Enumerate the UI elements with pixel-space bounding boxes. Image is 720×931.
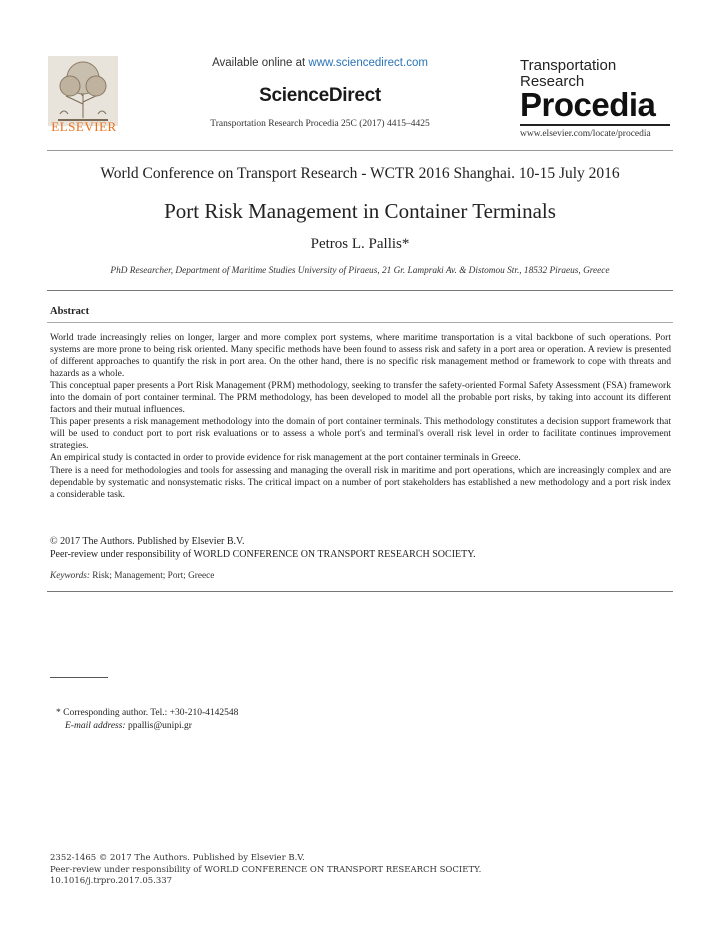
corresponding-author-note: * Corresponding author. Tel.: +30-210-4142548 [56, 708, 239, 718]
copyright-block [50, 535, 671, 561]
copyright-line: © 2017 The Authors. Published by Elsevier B.V. [50, 536, 245, 547]
abstract-paragraph: This paper presents a risk management methodology into the domain of port container terminals. This methodology constitutes a decision support framework that will be used to conduct port to port risk evaluations or to assess a whole port's and terminal's overall risk level in order to facilitate continues improvement strategies. [50, 416, 671, 452]
elsevier-wordmark: ELSEVIER [51, 119, 117, 134]
peer-review-line: Peer-review under responsibility of WORLD CONFERENCE ON TRANSPORT RESEARCH SOCIETY. [50, 549, 476, 560]
footnote [56, 707, 238, 733]
journal-url-link[interactable]: www.elsevier.com/locate/procedia [520, 129, 651, 139]
masthead-line-transportation: Transportation [520, 57, 617, 74]
abstract-divider [47, 322, 673, 323]
doi-link[interactable]: 10.1016/j.trpro.2017.05.337 [50, 876, 173, 886]
header-divider [47, 150, 673, 151]
email-line [56, 720, 238, 733]
sciencedirect-logo: ScienceDirect [259, 85, 381, 106]
paper-title: Port Risk Management in Container Terminals [164, 199, 556, 223]
footnote-rule [50, 677, 108, 678]
keywords [50, 571, 671, 581]
peer-review-footer: Peer-review under responsibility of WORLD CONFERENCE ON TRANSPORT RESEARCH SOCIETY. [50, 864, 482, 875]
author-affiliation: PhD Researcher, Department of Maritime Studies University of Piraeus, 21 Gr. Lampraki Av. & Distomou Str., 18532 Piraeus, Greece [110, 266, 610, 276]
available-online-prefix: Available online at [212, 57, 309, 69]
journal-masthead [520, 58, 670, 139]
keywords-label: Keywords: [50, 571, 90, 581]
keywords-value: Risk; Management; Port; Greece [92, 571, 215, 581]
abstract-body [50, 332, 671, 501]
author-name: Petros L. Pallis* [310, 236, 410, 252]
title-divider [47, 290, 673, 291]
abstract-paragraph: This conceptual paper presents a Port Risk Management (PRM) methodology, seeking to transfer the safety-oriented Formal Safety Assessment (FSA) framework into the domain of port container terminal. The PRM methodology, has been developed to model all the probable port risks, by taking into account its different factors and their mutual influences. [50, 380, 671, 416]
abstract-paragraph: There is a need for methodologies and tools for assessing and managing the overall risk in maritime and port operations, which are increasingly complex and are dependable by systematic and nonsystematic risks. The critical impact on a number of port stakeholders has established a new methodology and a port risk index a considerable task. [50, 464, 671, 500]
issn-line: 2352-1465 © 2017 The Authors. Published by Elsevier B.V. [50, 853, 305, 863]
conference-name: World Conference on Transport Research - WCTR 2016 Shanghai. 10-15 July 2016 [100, 165, 620, 182]
masthead-rule [520, 124, 670, 126]
email-label: E-mail address: [65, 721, 126, 731]
publication-info [50, 853, 481, 888]
abstract-heading: Abstract [50, 306, 90, 317]
email-address[interactable]: ppallis@unipi.gr [127, 721, 192, 731]
available-online-notice [200, 57, 440, 69]
journal-reference: Transportation Research Procedia 25C (2017) 4415–4425 [210, 119, 430, 129]
abstract-paragraph: An empirical study is contacted in order to provide evidence for risk management at the port container terminals in Greece. [50, 452, 521, 464]
keywords-divider [47, 591, 673, 592]
abstract-paragraph: World trade increasingly relies on longer, larger and more complex port systems, where maritime transportation is a vital backbone of such operations. Port systems are more prone to being risk oriented. Many specific methods have been found to assess risk and safety in a port area or operation. A review is presented of different approaches to quantify the risk in port area. On the other hand, there is no specific risk management method or framework to cope with threats and hazards as a whole. [50, 332, 671, 380]
masthead-procedia: Procedia [520, 86, 656, 123]
masthead-line-research: Research [520, 73, 585, 90]
sciencedirect-link[interactable]: www.sciencedirect.com [308, 57, 428, 69]
